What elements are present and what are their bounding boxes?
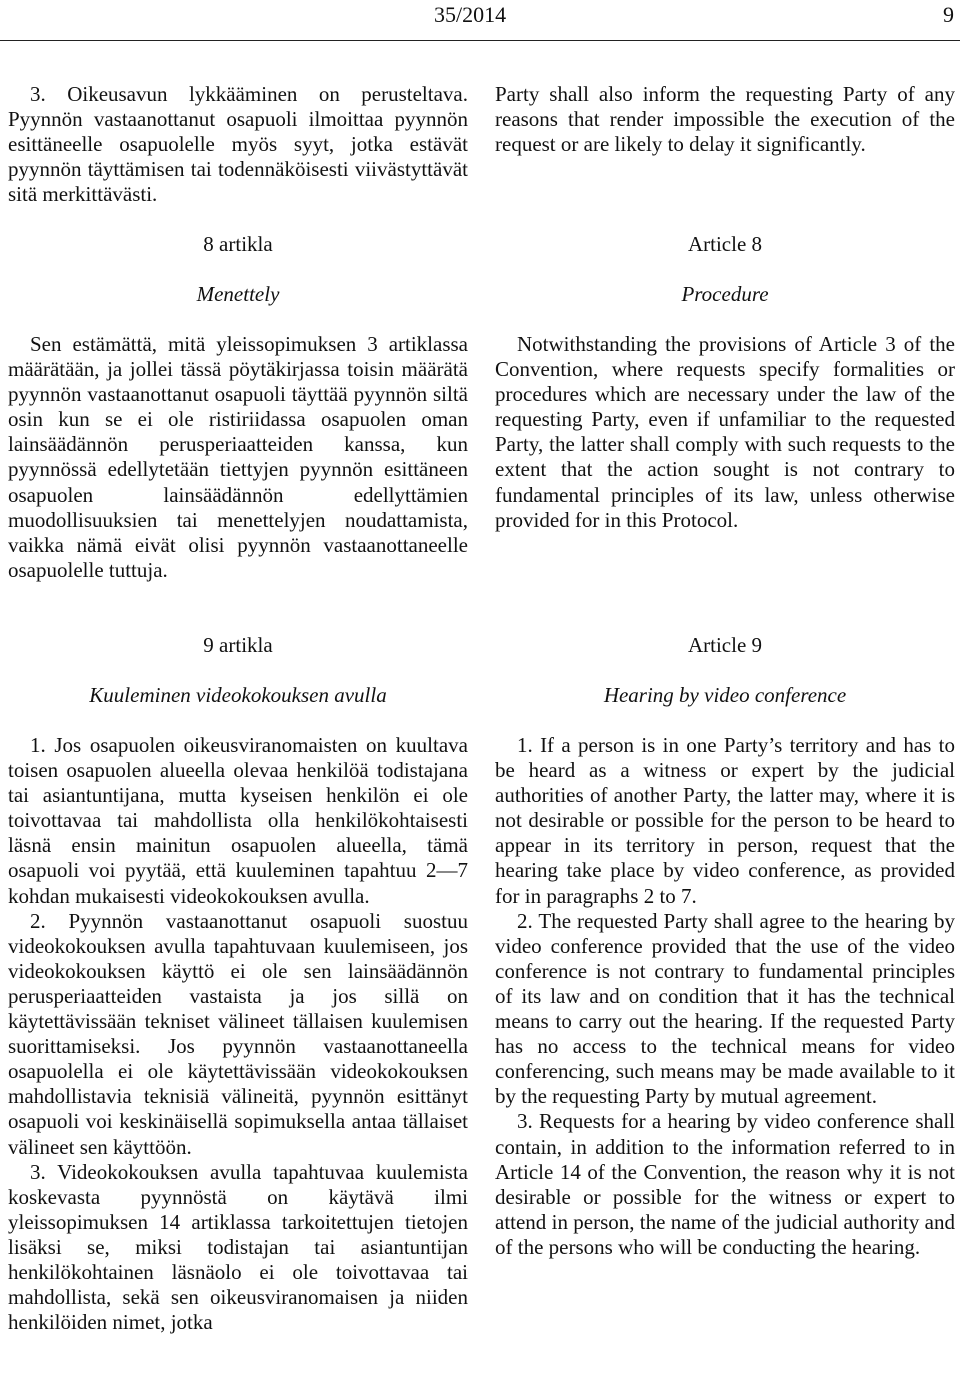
article-8-text: Sen estämättä, mitä yleissopimuksen 3 artiklassa määrätään, ja jollei tässä pöytäkirjassa toisin määrätä pyynnön vastaanottanut osapuoli täyttää pyynnön siltä osin kun se ei ole ristiriidassa osapuolen oman lainsäädännön perusperiaatteiden kanssa, kun pyynnössä edellytetään tiettyjen pyynnön esittäneen osapuolen lainsäädännön edellyttämien muodollisuuksien tai menettelyjen noudattamista, vaikka nämä eivät olisi pyynnön vastaanottaneelle osapuolelle tuttuja. [8, 332, 468, 582]
article-8-heading: 8 artikla [203, 232, 273, 256]
article-9-heading: 9 artikla [203, 633, 273, 657]
article-8-heading: Article 8 [687, 232, 763, 256]
article-9-paragraph-3: 3. Videokokouksen avulla tapahtuvaa kuulemista koskevasta pyynnöstä on käytävä ilmi yleissopimuksen 14 artiklassa tarkoitettujen tietojen lisäksi se, miksi todistajan tai asiantuntijan henkilökohtainen läsnäolo ei ole toivottavaa tai mahdollista, sekä sen oikeusviranomaisen ja niiden henkilöiden nimet, jotka [8, 1159, 468, 1335]
english-column [495, 82, 955, 1260]
article-9-paragraph-1: 1. If a person is in one Party’s territory and has to be heard as a witness or expert by the judicial authorities of another Party, the latter may, where it is not desirable or possible for the person to be heard to appear in its territory in person, request that the hearing take place by video conference, as provided for in paragraphs 2 to 7. [495, 733, 955, 908]
paragraph-continuation: Party shall also inform the requesting Party of any reasons that render impossible the execution of the request or are likely to delay it significantly. [495, 82, 955, 157]
article-8-title: Menettely [196, 282, 280, 306]
article-8-text: Notwithstanding the provisions of Article 3 of the Convention, where requests specify formalities or procedures which are necessary under the law of the requesting Party, even if unfamiliar to the requested Party, the latter shall comply with such requests to the extent that the action sought is not contrary to fundamental principles of its law, unless otherwise provided for in this Protocol. [495, 332, 955, 532]
article-9-title: Hearing by video conference [603, 683, 847, 707]
page-number: 9 [943, 2, 954, 27]
article-8-title: Procedure [681, 282, 769, 306]
article-9-title: Kuuleminen videokokouksen avulla [89, 683, 387, 707]
article-9-paragraph-1: 1. Jos osapuolen oikeusviranomaisten on kuultava toisen osapuolen alueella olevaa henkilöä todistajana tai asiantuntijana, mutta kyseisen henkilön ei ole toivottavaa tai mahdollista olla henkilökohtaisesti läsnä ensin mainitun osapuolen alueella, tämä osapuoli voi pyytää, että kuuleminen tapahtuu 2—7 kohdan mukaisesti videokokouksen avulla. [8, 733, 468, 908]
page-header [0, 0, 960, 41]
article-9-paragraph-2: 2. Pyynnön vastaanottanut osapuoli suostuu videokokouksen avulla tapahtuvaan kuulemiseen, jos videokokouksen käyttö ei ole sen lainsäädännön perusperiaatteiden vastaista ja jos sillä on käytettävissään tekniset välineet tällaisen kuulemisen suorittamiseksi. Jos pyynnön vastaanottaneella osapuolella ei ole käytettävissään videokokouksen mahdollistavia teknisiä välineitä, pyynnön esittänyt osapuoli voi keskinäisellä sopimuksella antaa tällaiset välineet sen käyttöön. [8, 908, 468, 1159]
paragraph-continuation: 3. Oikeusavun lykkääminen on perusteltava. Pyynnön vastaanottanut osapuoli ilmoittaa pyynnön esittäneelle osapuolelle myös syyt, jotka estävät pyynnön täyttämisen tai todennäköisesti viivästyttävät sitä merkittävästi. [8, 82, 468, 207]
article-9-paragraph-2: 2. The requested Party shall agree to the hearing by video conference provided that the use of the video conference is not contrary to fundamental principles of its law and on condition that it has the technical means to carry out the hearing. If the requested Party has no access to the technical means for video conferencing, such means may be made available to it by the requesting Party by mutual agreement. [495, 908, 955, 1109]
issue-number: 35/2014 [434, 2, 507, 27]
article-9-paragraph-3: 3. Requests for a hearing by video conference shall contain, in addition to the information referred to in Article 14 of the Convention, the reason why it is not desirable or possible for the witness or expert to attend in person, the name of the judicial authority and of the persons who will be conducting the hearing. [495, 1109, 955, 1259]
article-9-heading: Article 9 [687, 633, 763, 657]
finnish-column [8, 82, 468, 1335]
